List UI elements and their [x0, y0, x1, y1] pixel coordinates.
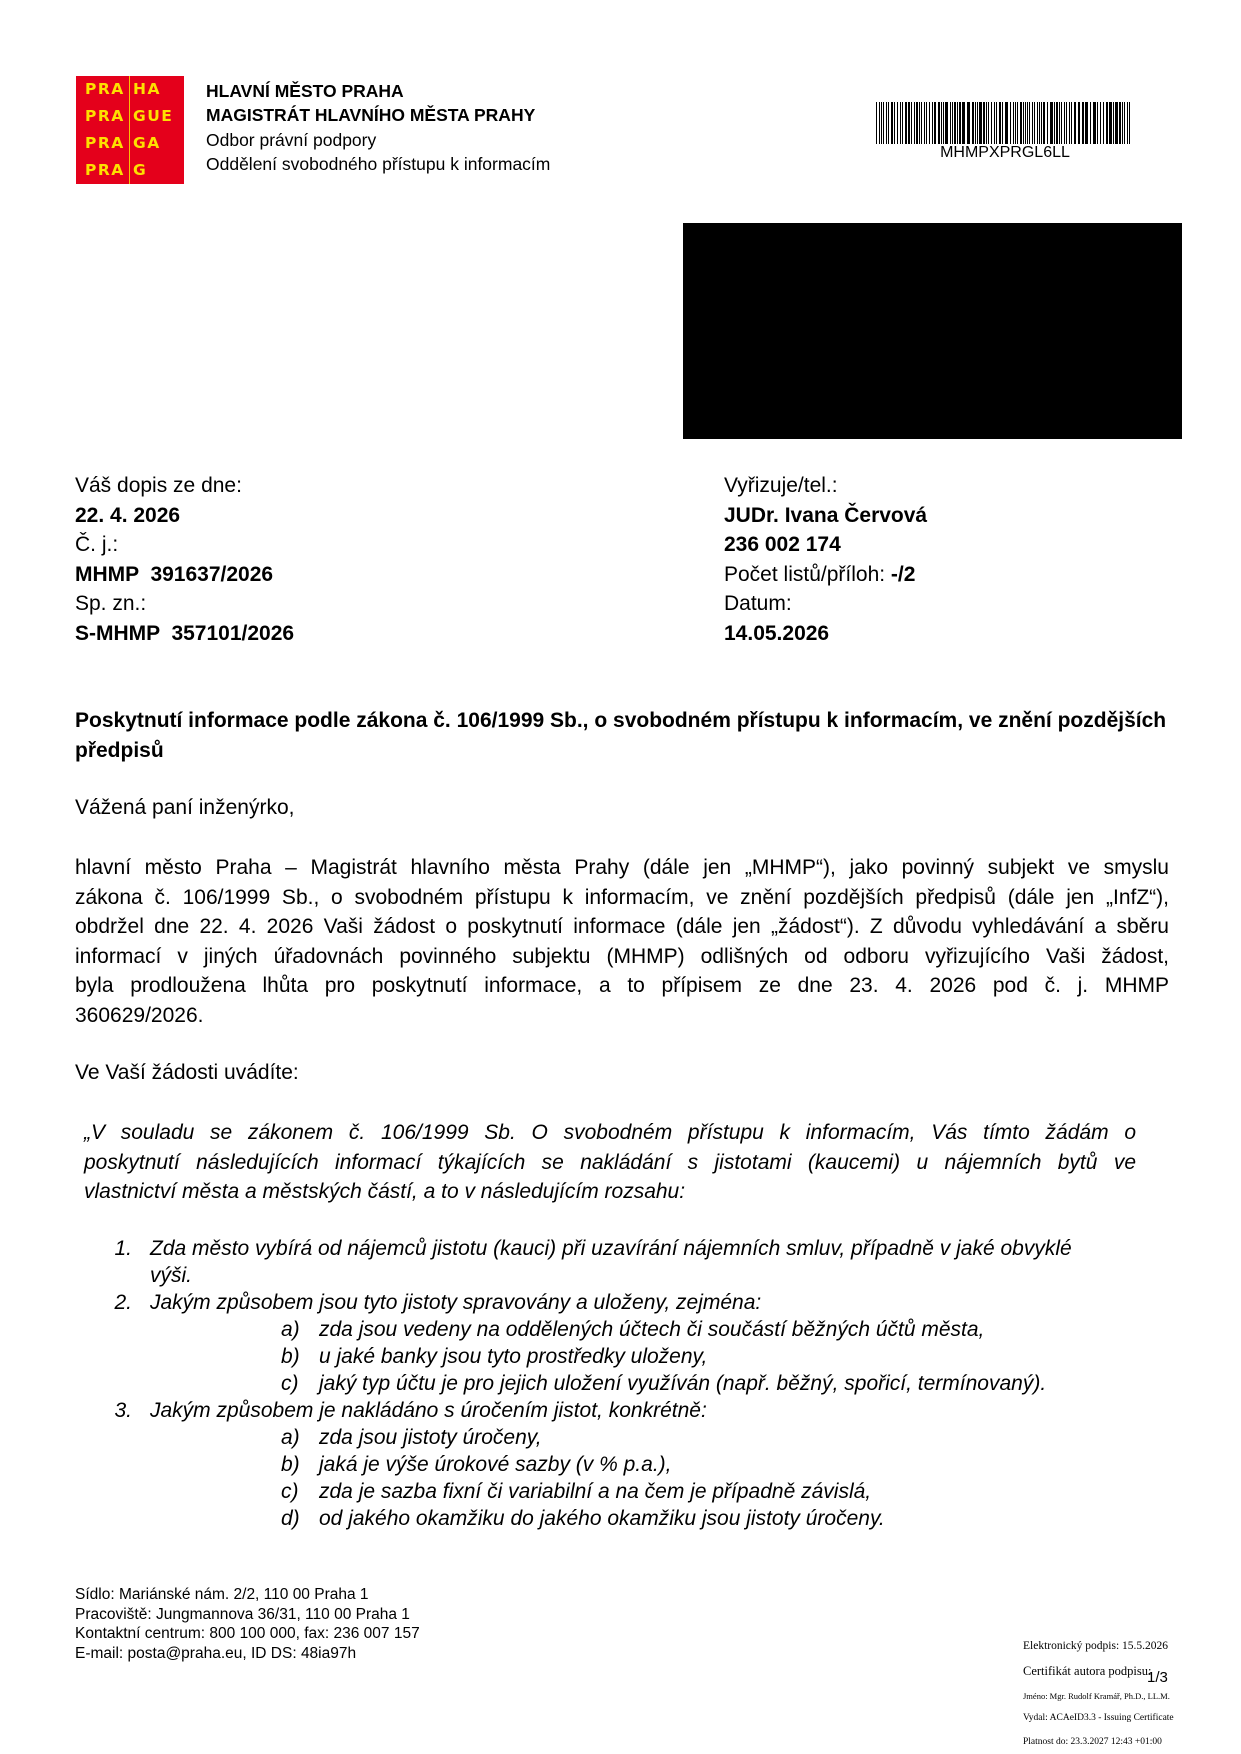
barcode-bar — [924, 102, 925, 144]
paragraph-line: 360629/2026. — [75, 1003, 204, 1027]
sheets-value: -/2 — [890, 562, 916, 586]
list-item-2a: zda jsou vedeny na oddělených účtech či součástí běžných účtů města, — [319, 1318, 985, 1341]
barcode-bar — [1061, 102, 1062, 144]
barcode-bar — [999, 102, 1001, 144]
barcode-bar — [932, 102, 933, 144]
logo-row-4 — [76, 157, 184, 184]
request-intro: Ve Vaší žádosti uvádíte: — [75, 1061, 299, 1084]
barcode-bar — [1124, 102, 1125, 144]
paragraph-line: zákona č. 106/1999 Sb., o svobodném přístupu k informacím, ve znění pozdějších předpisů (dále jen „InfZ“), — [75, 885, 1169, 909]
barcode-bar — [1071, 102, 1072, 144]
list-number: 3. — [114, 1399, 132, 1422]
barcode-bar — [1043, 102, 1045, 144]
signature-name: Jméno: Mgr. Rudolf Kramář, Ph.D., LL.M. — [1023, 1691, 1170, 1701]
barcode-bar — [1097, 102, 1098, 144]
sub-letter: b) — [281, 1345, 300, 1368]
handled-by-phone: 236 002 174 — [724, 533, 841, 556]
barcode-bar — [1029, 102, 1030, 144]
signature-date: Elektronický podpis: 15.5.2026 — [1023, 1640, 1169, 1652]
quote-line: vlastnictví města a městských částí, a to v následujícím rozsahu: — [84, 1180, 686, 1203]
barcode-bar — [1020, 102, 1022, 144]
barcode-bar — [929, 102, 930, 144]
barcode-bar — [991, 102, 992, 144]
logo-text: GUE — [133, 107, 174, 125]
paragraph-line: hlavní město Praha – Magistrát hlavního města Prahy (dále jen „MHMP“), jako povinný subjekt ve smyslu — [75, 856, 1169, 879]
barcode-bar — [894, 102, 895, 144]
list-item-3a: zda jsou jistoty úročeny, — [319, 1426, 542, 1449]
reference-value: MHMP 391637/2026 — [75, 562, 274, 586]
barcode-bar — [943, 102, 944, 144]
barcode-bar — [1069, 102, 1070, 144]
barcode-bar — [1078, 102, 1080, 144]
barcode-bar — [1023, 102, 1024, 144]
barcode-bar — [883, 102, 884, 144]
logo-row-3 — [76, 130, 184, 157]
sub-letter: a) — [281, 1318, 300, 1341]
barcode-bar — [1059, 102, 1060, 144]
barcode-bar — [979, 102, 982, 144]
barcode-bar — [1050, 102, 1053, 144]
list-item-3: Jakým způsobem je nakládáno s úročením jistot, konkrétně: — [150, 1399, 707, 1422]
barcode-bar — [1054, 102, 1055, 144]
barcode-bar — [1039, 102, 1040, 144]
barcode-bar — [945, 102, 948, 144]
header-city: HLAVNÍ MĚSTO PRAHA — [206, 81, 404, 101]
barcode-bar — [977, 102, 978, 144]
barcode-bar — [1015, 102, 1016, 144]
barcode-bar — [888, 102, 889, 144]
file-number-value: S-MHMP 357101/2026 — [75, 621, 295, 645]
logo-text: PRA — [85, 107, 125, 125]
logo-row-2 — [76, 103, 184, 130]
request-quote — [84, 1118, 1136, 1207]
footer-contact-center: Kontaktní centrum: 800 100 000, fax: 236 007 157 — [75, 1625, 420, 1642]
barcode-bar — [1041, 102, 1042, 144]
barcode-bar — [1027, 102, 1028, 144]
barcode-bar — [1106, 102, 1108, 144]
barcode-bar — [1082, 102, 1084, 144]
sheets-attachments — [724, 560, 927, 590]
logo-text: PRA — [85, 80, 125, 98]
barcode-bar — [1127, 102, 1128, 144]
barcode-bar — [902, 102, 903, 144]
barcode-bar — [1113, 102, 1114, 144]
barcode-bar — [919, 102, 920, 144]
barcode-bar — [1017, 102, 1018, 144]
logo-text: PRA — [85, 134, 125, 152]
barcode-bar — [926, 102, 927, 144]
paragraph-line: informací v jiných úřadovnách povinného subjektu (MHMP) odlišných od odboru vyřizujícího Vaši žádost, — [75, 944, 1169, 968]
barcode-bar — [959, 102, 961, 144]
list-item-1-line2: výši. — [150, 1264, 192, 1287]
file-number-label: Sp. zn.: — [75, 592, 147, 615]
list-number: 1. — [114, 1237, 132, 1260]
barcode-bar — [900, 102, 901, 144]
footer-contact — [75, 1585, 420, 1663]
list-item-3b: jaká je výše úrokové sazby (v % p.a.), — [319, 1453, 672, 1476]
signature-issuer: Vydal: ACAeID3.3 - Issuing Certificate — [1023, 1713, 1174, 1723]
barcode-bar — [1129, 102, 1130, 144]
barcode-bar — [1093, 102, 1096, 144]
footer-email: E-mail: posta@praha.eu, ID DS: 48ia97h — [75, 1644, 357, 1662]
barcode-bar — [1085, 102, 1088, 144]
barcode-bar — [897, 102, 898, 144]
barcode-bar — [1025, 102, 1026, 144]
barcode-bar — [1005, 102, 1008, 144]
sub-letter: c) — [281, 1480, 299, 1503]
barcode-bar — [1115, 102, 1118, 144]
quote-line: poskytnutí následujících informací týkajících se nakládání s jistotami (kaucemi) u nájemních bytů ve — [84, 1150, 1136, 1174]
barcode-bar — [986, 102, 987, 144]
letter-date-label: Váš dopis ze dne: — [75, 474, 242, 497]
barcode-bar — [876, 102, 877, 144]
barcode-bar — [934, 102, 936, 144]
barcode-bar — [908, 102, 910, 144]
barcode-bar — [950, 102, 951, 144]
barcode-bar — [1032, 102, 1033, 144]
barcode-bar — [914, 102, 915, 144]
barcode-bar — [975, 102, 976, 144]
logo-text: PRA — [85, 161, 125, 179]
barcode-bar — [1056, 102, 1058, 144]
barcode-bar — [886, 102, 887, 144]
sub-letter: a) — [281, 1426, 300, 1449]
reference-label: Č. j.: — [75, 533, 119, 556]
barcode-bar — [1002, 102, 1003, 144]
list-item-2: Jakým způsobem jsou tyto jistoty spravovány a uloženy, zejména: — [150, 1291, 762, 1314]
barcode-bar — [1103, 102, 1104, 144]
sub-letter: d) — [281, 1507, 300, 1530]
barcode-bar — [941, 102, 942, 144]
paragraph-line: byla prodloužena lhůta pro poskytnutí informace, a to přípisem ze dne 23. 4. 2026 pod č. j. MHMP — [75, 974, 1169, 997]
signature-validity: Platnost do: 23.3.2027 12:43 +01:00 — [1023, 1737, 1162, 1747]
header-section: Oddělení svobodného přístupu k informacím — [206, 154, 551, 174]
barcode-bar — [1013, 102, 1014, 144]
meta-right — [724, 471, 927, 648]
barcode-bar — [905, 102, 907, 144]
barcode-bar — [1119, 102, 1121, 144]
barcode — [876, 102, 1134, 144]
barcode-bar — [879, 102, 880, 144]
quote-line: „V souladu se zákonem č. 106/1999 Sb. O svobodném přístupu k informacím, Vás tímto žádám o — [84, 1121, 1136, 1144]
barcode-bar — [972, 102, 974, 144]
footer-address: Sídlo: Mariánské nám. 2/2, 110 00 Praha 1 — [75, 1586, 369, 1603]
barcode-bar — [891, 102, 893, 144]
handled-by-label: Vyřizuje/tel.: — [724, 474, 838, 497]
logo-row-1 — [76, 76, 184, 103]
salutation: Vážená paní inženýrko, — [75, 796, 295, 819]
barcode-bar — [994, 102, 995, 144]
header-magistrate: MAGISTRÁT HLAVNÍHO MĚSTA PRAHY — [206, 105, 536, 125]
barcode-bar — [921, 102, 922, 144]
header-department: Odbor právní podpory — [206, 130, 377, 150]
logo-text: HA — [133, 80, 161, 98]
barcode-bar — [988, 102, 989, 144]
barcode-bar — [1074, 102, 1076, 144]
footer-workplace: Pracoviště: Jungmannova 36/31, 110 00 Praha 1 — [75, 1605, 410, 1623]
sub-letter: c) — [281, 1372, 299, 1395]
barcode-bar — [1064, 102, 1065, 144]
barcode-bar — [962, 102, 965, 144]
date-label: Datum: — [724, 592, 792, 615]
list-number: 2. — [114, 1291, 132, 1314]
date-value: 14.05.2026 — [724, 621, 830, 645]
list-item-2b: u jaké banky jsou tyto prostředky uloženy, — [319, 1345, 708, 1368]
letter-date-value: 22. 4. 2026 — [75, 503, 181, 527]
signature-cert-label: Certifikát autora podpisu: — [1023, 1664, 1152, 1678]
barcode-bar — [881, 102, 882, 144]
paragraph-line: obdržel dne 22. 4. 2026 Vaši žádost o poskytnutí informace (dále jen „žádost“). Z důvodu vyhledávání a sběru — [75, 915, 1169, 938]
barcode-bar — [911, 102, 912, 144]
barcode-bar — [1037, 102, 1038, 144]
list-item-3d: od jakého okamžiku do jakého okamžiku jsou jistoty úročeny. — [319, 1507, 885, 1530]
barcode-bar — [1047, 102, 1048, 144]
barcode-bar — [1034, 102, 1035, 144]
meta-left — [75, 471, 294, 648]
praha-logo — [76, 76, 184, 184]
barcode-bar — [996, 102, 997, 144]
body-paragraph — [75, 853, 1169, 1030]
barcode-bar — [952, 102, 953, 144]
barcode-bar — [1109, 102, 1112, 144]
logo-text: G — [133, 161, 148, 179]
list-item-2c: jaký typ účtu je pro jejich uložení využíván (např. běžný, spořicí, termínovaný). — [319, 1372, 1047, 1395]
sheets-label: Počet listů/příloh: — [724, 562, 891, 586]
redacted-address — [683, 223, 1182, 439]
sub-letter: b) — [281, 1453, 300, 1476]
logo-text: GA — [133, 134, 161, 152]
subject-heading: Poskytnutí informace podle zákona č. 106/1999 Sb., o svobodném přístupu k informacím, ve znění pozdějších předpisů — [75, 709, 1167, 762]
list-item-3c: zda je sazba fixní či variabilní a na čem je případně závislá, — [319, 1480, 872, 1503]
barcode-bar — [1122, 102, 1123, 144]
barcode-text: MHMPXPRGL6LL — [940, 144, 1070, 161]
barcode-bar — [967, 102, 970, 144]
barcode-bar — [957, 102, 958, 144]
barcode-bar — [1090, 102, 1091, 144]
barcode-bar — [1100, 102, 1101, 144]
page-number: 1/3 — [1147, 1669, 1168, 1686]
barcode-bar — [916, 102, 918, 144]
barcode-bar — [983, 102, 985, 144]
list-item-1-line1: Zda město vybírá od nájemců jistotu (kauci) při uzavírání nájemních smluv, případně v jaké obvyklé — [150, 1237, 1072, 1260]
handled-by-name: JUDr. Ivana Červová — [724, 503, 928, 527]
barcode-bar — [1066, 102, 1067, 144]
barcode-bar — [1010, 102, 1011, 144]
barcode-bar — [938, 102, 940, 144]
barcode-bar — [954, 102, 956, 144]
